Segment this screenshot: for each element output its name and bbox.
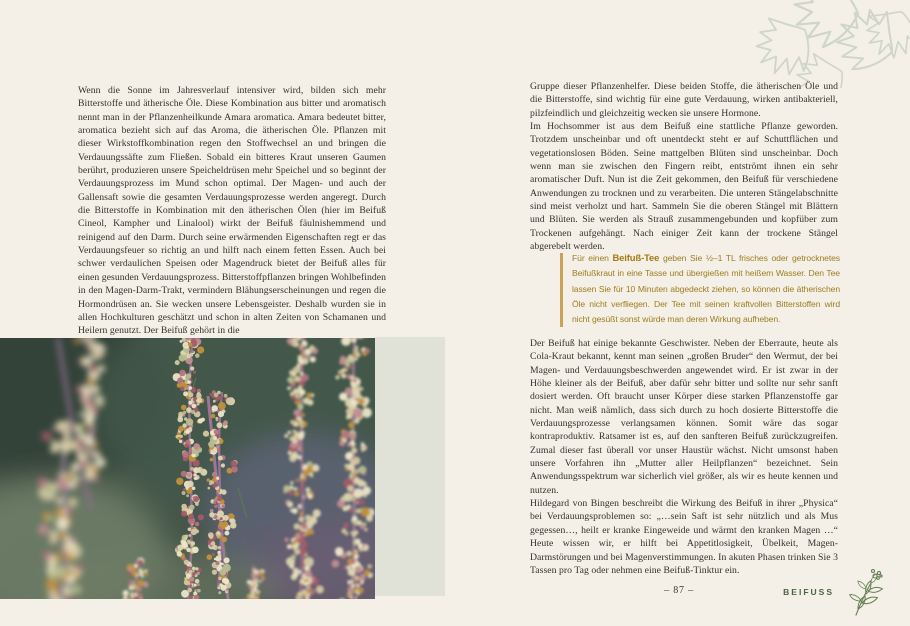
tip-highlight: Beifuß-Tee	[612, 252, 660, 263]
tip-accent-bar	[560, 253, 563, 327]
paragraph: Hildegard von Bingen beschreibt die Wirkung des Beifuß in ihrer „Physica“ bei Verdauungsproblemen so: „…sein Saft ist sehr nützlich und als Mus gegessen…, heilt er kranke Eingeweide und wärmt den kranken Magen …“ Heute wissen wir, er hilft bei Appetitlosigkeit, Übelkeit, Magen-Darmstörungen und bei Magenverstimmungen. In akuten Phasen trinken Sie 3 Tassen pro Tag oder nehmen eine Beifuß-Tinktur ein.	[530, 498, 838, 576]
page-number: – 87 –	[664, 585, 694, 596]
tip-text	[572, 250, 840, 334]
tea-tip-box	[530, 250, 842, 334]
paragraph: Wenn die Sonne im Jahresverlauf intensiver wird, bilden sich mehr Bitterstoffe und ätherische Öle. Diese Kombination aus bitter und aromatisch nennt man in der Pflanzenheilkunde Amara aromatica. Amara bedeutet bitter, aromatica bezieht sich auf das Aroma, die ätherischen Öle. Pflanzen mit dieser Wirkstoffkombination regen den Stoffwechsel an und bringen die Verdauungssäfte zum Fließen. Sobald ein bitteres Kraut unseren Gaumen berührt, produzieren unsere Speicheldrüsen mehr Speichel und so beginnt der Verdauungsprozess im Mund schon optimal. Der Magen- und auch der Gallensaft sowie die gesamten Verdauungsprozesse werden angeregt. Durch die Bitterstoffe in Kombination mit den ätherischen Ölen (hier im Beifuß Cineol, Kampher und Linalool) wirkt der Beifuß fäulnishemmend und reinigend auf den Darm. Durch seine erwärmenden Eigenschaften regt er das Verdauungsfeuer so richtig an und hilft nach einem fetten Essen. Auch bei schwer verdaulichen Speisen oder Magendruck bietet der Beifuß alles für einen gesunden Verdauungsprozess. Bitterstoffpflanzen bringen Wohlbefinden in den Magen-Darm-Trakt, vermindern Blähungserscheinungen und regen die Hormondrüsen an. Sie wecken unsere Lebensgeister. Deshalb wurden sie in allen Hochkulturen geschätzt und schon in alten Zeiten von Schamanen und Heilern genutzt. Der Beifuß gehört in die	[78, 85, 386, 337]
chapter-label: BEIFUSS	[783, 587, 834, 597]
right-page-body-text-bottom	[530, 337, 838, 579]
photo-side-panel	[375, 337, 445, 596]
tip-lead: Für einen	[572, 253, 613, 263]
left-page-body-text	[78, 84, 386, 338]
paragraph: Der Beifuß hat einige bekannte Geschwister. Neben der Eberraute, heute als Cola-Kraut bekannt, kennt man seinen „großen Bruder“ den Wermut, der bei Magen- und Verdauungsbeschwerden angewendet wird. Er ist zwar in der Höhe kleiner als der Beifuß, aber dafür sehr bitter und sollte nur sehr sanft dosiert werden. Oft braucht unser Körper diese starken Pflanzenstoffe gar nicht. Man weiß nämlich, dass sich durch zu hoch dosierte Bitterstoffe die Verdauungsprozesse verlangsamen können. Somit wäre das sogar kontraproduktiv. Ratsamer ist es, auf den sanfteren Beifuß zurückzugreifen. Zumal dieser fast überall vor unser Haustür wächst. Nicht umsonst haben unsere Vorfahren ihn „Mutter aller Heilpflanzen“ bezeichnet. Sein Anwendungsspektrum war sicherlich viel größer, als wir es heute kennen und nutzen.	[530, 338, 838, 496]
mugwort-sprig-icon	[844, 563, 898, 619]
tip-rest: geben Sie ½–1 TL frisches oder getrocknetes Beifußkraut in eine Tasse und übergießen mit heißem Wasser. Den Tee lassen Sie für 10 Minuten abgedeckt ziehen, so können die ätherischen Öle nicht verfliegen. Der Tee mit seinen kraftvollen Bitterstoffen wird nicht gesüßt sonst würde man deren Wirkung aufheben.	[572, 253, 840, 325]
mugwort-photo	[0, 338, 375, 599]
mugwort-leaf-ornament-icon	[750, 0, 910, 88]
mugwort-photo-illustration	[0, 338, 375, 599]
right-page-body-text-top	[530, 80, 838, 251]
paragraph: Gruppe dieser Pflanzenhelfer. Diese beiden Stoffe, die ätherischen Öle und die Bitterstoffe, sind wichtig für eine gute Verdauung, wirken antibakteriell, pilzfeindlich und gleichzeitig wecken sie unsere Hormone.	[530, 81, 838, 119]
paragraph: Im Hochsommer ist aus dem Beifuß eine stattliche Pflanze geworden. Trotzdem unscheinbar und oft unentdeckt steht er auf Schuttflächen und vegetationslosen Böden. Seine mattgelben Blüten sind unscheinbar. Doch wenn man sie zwischen den Fingern reibt, entströmt ihnen ein sehr aromatischer Duft. Nun ist die Zeit gekommen, den Beifuß für verschiedene Anwendungen zu trocknen und zu verarbeiten. Die unteren Stängelabschnitte sind meist verholzt und hart. Sammeln Sie die oberen Stängel mit Blättern und Blüten. Sie werden als Strauß zusammengebunden und kopfüber zum Trockenen aufgehängt. Nach einiger Zeit kann der trockene Stängel abgerebelt werden.	[530, 121, 838, 251]
